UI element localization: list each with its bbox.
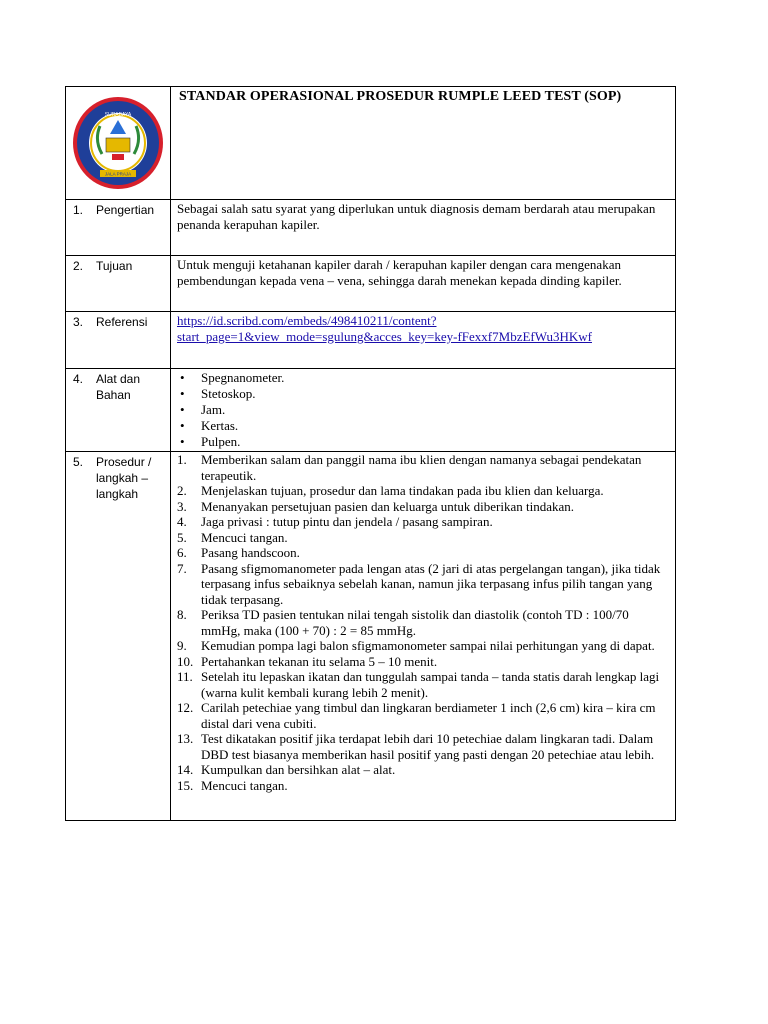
list-item: 5. Mencuci tangan. — [177, 529, 288, 545]
logo-text-bottom: JALA PRAJA — [104, 171, 132, 177]
list-item: 1. Memberikan salam dan panggil nama ibu klien dengan namanya sebagai pendekatan terapeutik. — [177, 452, 642, 483]
row-pengertian — [66, 200, 676, 256]
list-item: 4. Jaga privasi : tutup pintu dan jendela / pasang sampiran. — [177, 514, 493, 529]
reference-link[interactable] — [177, 313, 592, 344]
list-item: 12. Carilah petechiae yang timbul dan lingkaran berdiameter 1 inch (2,6 cm) kira – kira cm distal dari vena cubiti. — [177, 700, 656, 731]
list-item: • Spegnanometer. — [177, 370, 675, 386]
row-label: Prosedur / langkah – langkah — [96, 455, 152, 501]
row-referensi — [66, 312, 676, 369]
list-item: • Pulpen. — [177, 434, 675, 450]
list-item: 14. Kumpulkan dan bersihkan alat – alat. — [177, 762, 396, 777]
logo-text-top: SURABAYA — [104, 112, 132, 118]
list-item: 6. Pasang handscoon. — [177, 545, 300, 560]
document-title: STANDAR OPERASIONAL PROSEDUR RUMPLE LEED TEST (SOP) — [179, 89, 622, 104]
row-label: Alat dan Bahan — [96, 372, 141, 402]
title-cell — [171, 87, 676, 200]
row-number: 2. — [73, 259, 84, 273]
row-prosedur — [66, 452, 676, 821]
list-item: 13. Test dikatakan positif jika terdapat lebih dari 10 petechiae dalam lingkaran tadi. Dalam DBD test biasanya memberikan hasil positif yang pasti dengan 20 petechiae atau lebih. — [177, 731, 655, 762]
row-number: 5. — [73, 455, 84, 469]
list-item: 3. Menanyakan persetujuan pasien dan keluarga untuk diberikan tindakan. — [177, 498, 575, 514]
institution-logo — [72, 96, 164, 190]
row-number: 4. — [73, 372, 84, 386]
list-item: 10. Pertahankan tekanan itu selama 5 – 10 menit. — [177, 653, 438, 669]
tujuan-text: Untuk menguji ketahanan kapiler darah / kerapuhan kapiler dengan cara mengenakan pembendungan kepada vena – vena, sehingga darah menekan kepada dinding kapiler. — [177, 257, 622, 288]
procedure-steps — [171, 452, 675, 793]
list-item: • Jam. — [177, 402, 675, 418]
sop-table — [65, 86, 676, 821]
reference-link-line2: start_page=1&view_mode=sgulung&acces_key=key-fFexxf7MbzEfWu3HKwf — [177, 329, 592, 344]
row-label: Pengertian — [96, 203, 155, 217]
equipment-list — [171, 369, 675, 450]
row-alat-bahan — [66, 369, 676, 452]
list-item: 9. Kemudian pompa lagi balon sfigmamonometer sampai nilai perhitungan yang di dapat. — [177, 638, 655, 653]
list-item: • Stetoskop. — [177, 386, 675, 402]
list-item: 11. Setelah itu lepaskan ikatan dan tunggulah sampai tanda – tanda statis darah lengkap lagi (warna kulit kembali kurang lebih 2 menit). — [177, 669, 660, 700]
row-label: Referensi — [96, 315, 148, 329]
list-item: 7. Pasang sfigmomanometer pada lengan atas (2 jari di atas pergelangan tangan), jika tidak terpasang infus sebaiknya sebelah kanan, namun jika terpasang infus pilih tangan yang tidak terpasang. — [177, 560, 661, 607]
logo-cell — [66, 87, 171, 200]
list-item: 2. Menjelaskan tujuan, prosedur dan lama tindakan pada ibu klien dan keluarga. — [177, 483, 604, 498]
pengertian-text: Sebagai salah satu syarat yang diperlukan untuk diagnosis demam berdarah atau merupakan penanda kerapuhan kapiler. — [177, 201, 656, 232]
row-number: 3. — [73, 315, 84, 329]
row-tujuan — [66, 256, 676, 312]
row-label: Tujuan — [96, 259, 133, 273]
list-item: • Kertas. — [177, 418, 675, 434]
reference-link-line1: https://id.scribd.com/embeds/498410211/content? — [177, 313, 437, 328]
list-item: 8. Periksa TD pasien tentukan nilai tengah sistolik dan diastolik (contoh TD : 100/70 mmHg, maka (100 + 70) : 2 = 85 mmHg. — [177, 607, 629, 638]
row-number: 1. — [73, 203, 84, 217]
list-item: 15. Mencuci tangan. — [177, 777, 288, 793]
